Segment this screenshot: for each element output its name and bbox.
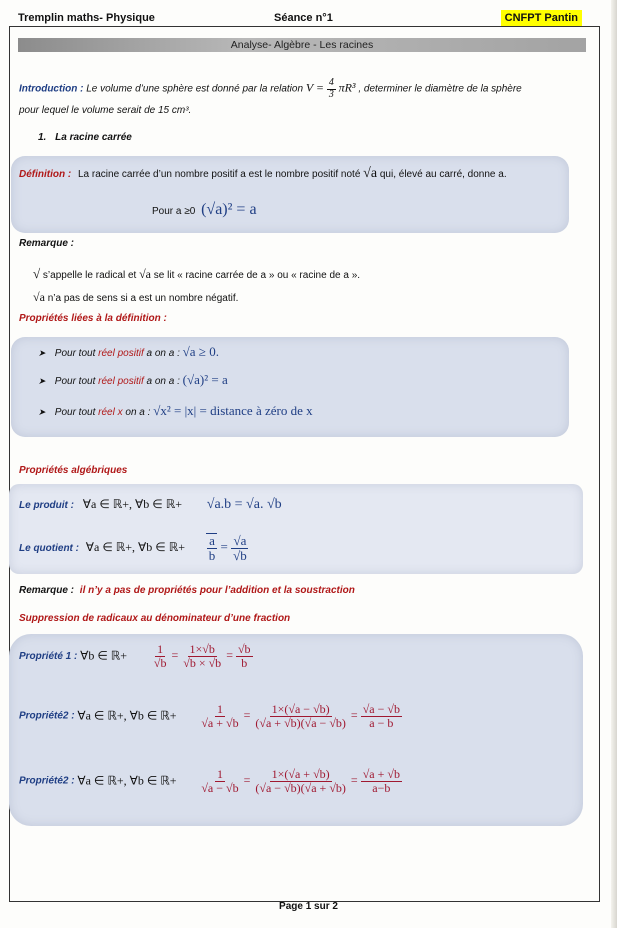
page-number: Page 1 sur 2 (279, 901, 338, 912)
sqrt-a-symbol: √a (363, 166, 378, 181)
definition-condition: Pour a ≥0 (152, 206, 196, 217)
props-alg-heading: Propriétés algébriques (19, 465, 128, 476)
props-def-item: ➤ Pour tout réel x on a : √x² = |x| = distance à zéro de x (38, 403, 313, 418)
section-heading (38, 132, 132, 143)
remarque-line1: √ s’appelle le radical et √a se lit « racine carrée de a » ou « racine de a ». (33, 266, 361, 281)
definition-text: La racine carrée d’un nombre positif a est le nombre positif noté (78, 169, 361, 180)
introduction (19, 78, 522, 100)
arrow-bullet-icon: ➤ (38, 376, 46, 386)
header-course: Tremplin maths- Physique (18, 12, 155, 24)
volume-formula-rest: πR³ (338, 80, 356, 95)
props-def-item: ➤ Pour tout réel positif a on a : (√a)² = a (38, 372, 228, 387)
property-3-quantifier: ∀a ∈ ℝ+, ∀b ∈ ℝ+ (77, 773, 177, 788)
property-2-label: Propriété2 : (19, 710, 75, 722)
definition-line (19, 166, 507, 182)
volume-formula-fraction: $\frac{4}{3}$ (328, 77, 334, 100)
quotient-label: Le quotient : (19, 543, 79, 555)
radical-icon: √ (33, 266, 41, 281)
introduction-text-end: , determiner le diamètre de la sphère (358, 83, 522, 95)
suppression-heading: Suppression de radicaux au dénominateur d’une fraction (19, 613, 291, 624)
header-session: Séance n°1 (274, 12, 333, 24)
remarque-label: Remarque : (19, 238, 75, 249)
product-label: Le produit : (19, 500, 74, 511)
quotient-quantifier: ∀a ∈ ℝ+, ∀b ∈ ℝ+ (85, 540, 185, 555)
props-def-heading: Propriétés liées à la définition : (19, 313, 167, 324)
property-1-quantifier: ∀b ∈ ℝ+ (80, 648, 128, 663)
property-1-formula: $\frac{1}{√b}$ = $\frac{1\times√b}{√b \times √b}$ = $\frac{√b}{b}$ (153, 642, 251, 670)
quotient-formula: $\frac{a}{b}$ = $\frac{√a}{√b}$ (206, 539, 249, 554)
introduction-text: Le volume d’une sphère est donné par la relation (86, 83, 304, 95)
property-2-formula: $\frac{1}{√a + √b}$ = $\frac{1\times(√a - √b)}{(√a + √b)(√a - √b)}$ = $\frac{√a - √b}{a - b}$ (201, 702, 400, 730)
definition-formula-line (152, 201, 257, 219)
product-property (19, 497, 282, 513)
props-def-item: ➤ Pour tout réel positif a on a : √a ≥ 0. (38, 344, 219, 359)
quotient-property (19, 533, 249, 562)
volume-formula-lhs: V = (305, 80, 325, 95)
property-1 (19, 643, 253, 669)
section-title: La racine carrée (55, 132, 132, 143)
section-number: 1. (38, 132, 47, 143)
remarque-addition (19, 585, 355, 596)
definition-text-end: qui, élevé au carré, donne a. (379, 169, 507, 180)
remarque-line2: √a n’a pas de sens si a est un nombre négatif. (33, 290, 239, 304)
introduction-line2: pour lequel le volume serait de 15 cm³. (19, 105, 192, 116)
property-2 (19, 703, 402, 729)
header-organization: CNFPT Pantin (501, 10, 582, 26)
product-formula: √a.b = √a. √b (206, 497, 282, 512)
product-quantifier: ∀a ∈ ℝ+, ∀b ∈ ℝ+ (82, 497, 182, 511)
definition-formula: (√a)² = a (201, 201, 257, 218)
arrow-bullet-icon: ➤ (38, 348, 46, 358)
section-title-bar: Analyse- Algèbre - Les racines (18, 38, 586, 52)
remarque2-label: Remarque : (19, 585, 75, 596)
definition-label: Définition : (19, 169, 72, 180)
page-edge (611, 0, 617, 928)
property-3-label: Propriété2 : (19, 775, 75, 787)
property-1-label: Propriété 1 : (19, 650, 78, 662)
arrow-bullet-icon: ➤ (38, 407, 46, 417)
property-3-formula: $\frac{1}{√a - √b}$ = $\frac{1\times(√a + √b)}{(√a - √b)(√a + √b)}$ = $\frac{√a + √b}{a-b}$ (201, 767, 400, 795)
property-2-quantifier: ∀a ∈ ℝ+, ∀b ∈ ℝ+ (77, 708, 177, 723)
introduction-label: Introduction : (19, 83, 84, 95)
property-3 (19, 768, 402, 794)
remarque2-text: il n’y a pas de propriétés pour l’addition et la soustraction (79, 585, 355, 596)
